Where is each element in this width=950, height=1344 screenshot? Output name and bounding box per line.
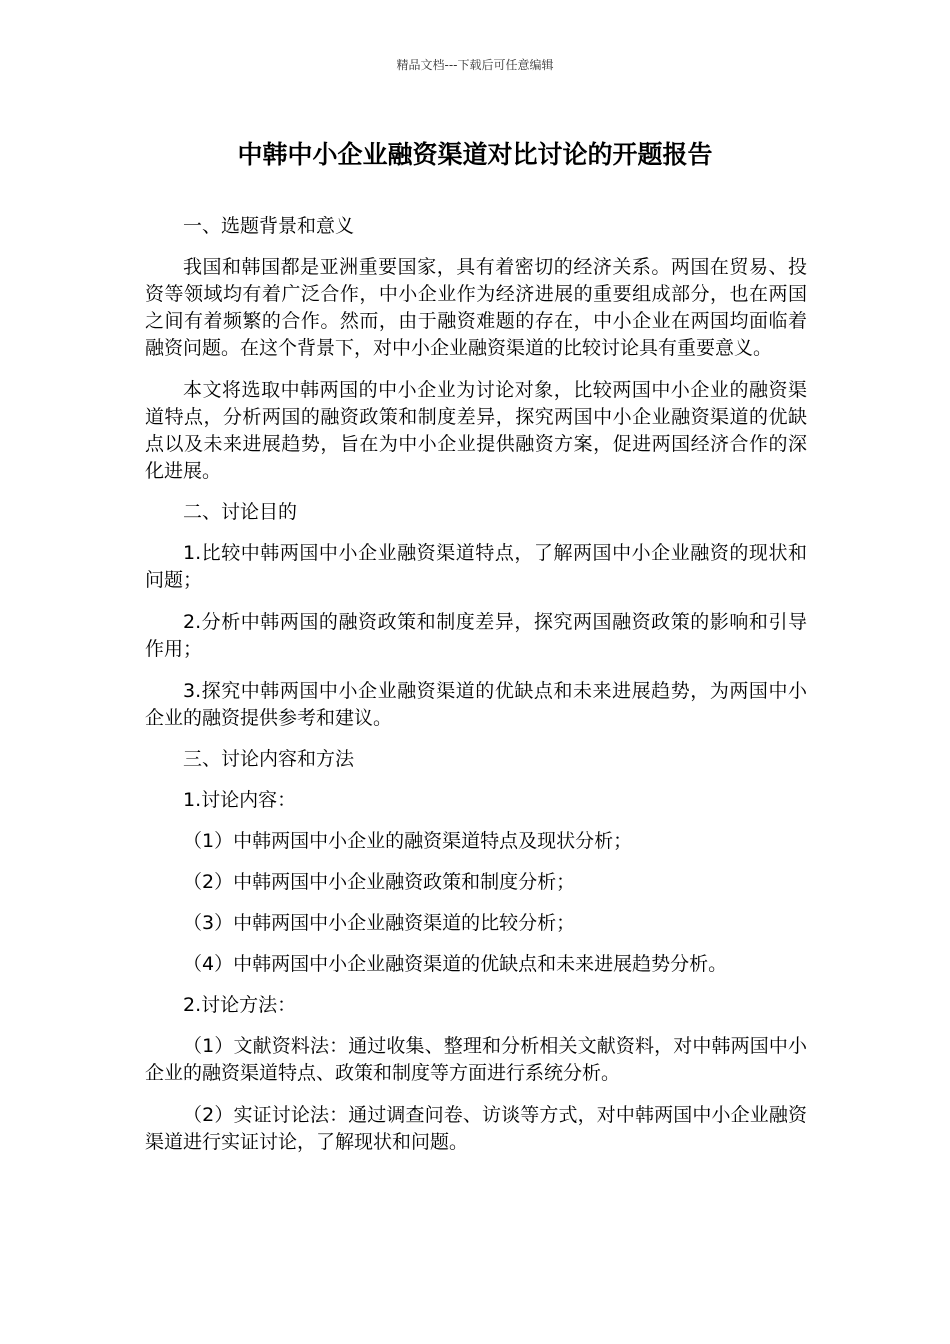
paragraph-scope: 本文将选取中韩两国的中小企业为讨论对象，比较两国中小企业的融资渠道特点，分析两国的融资政策和制度差异，探究两国中小企业融资渠道的优缺点以及未来进展趋势，旨在为中小企业提供融资方案，促进两国经济合作的深化进展。 bbox=[145, 379, 807, 482]
subheading-content: 1.讨论内容： bbox=[183, 789, 297, 811]
purpose-item-3: 3.探究中韩两国中小企业融资渠道的优缺点和未来进展趋势，为两国中小企业的融资提供参考和建议。 bbox=[145, 680, 807, 729]
content-item-2: （2）中韩两国中小企业融资政策和制度分析； bbox=[183, 871, 576, 893]
document-title: 中韩中小企业融资渠道对比讨论的开题报告 bbox=[237, 140, 713, 169]
page-header: 精品文档---下载后可任意编辑 bbox=[396, 58, 554, 72]
content-item-3: （3）中韩两国中小企业融资渠道的比较分析； bbox=[183, 912, 576, 934]
content-item-1: （1）中韩两国中小企业的融资渠道特点及现状分析； bbox=[183, 830, 633, 852]
method-item-1: （1）文献资料法：通过收集、整理和分析相关文献资料，对中韩两国中小企业的融资渠道特点、政策和制度等方面进行系统分析。 bbox=[145, 1035, 807, 1084]
section-heading-content-method: 三、讨论内容和方法 bbox=[183, 748, 355, 770]
subheading-method: 2.讨论方法： bbox=[183, 994, 297, 1016]
paragraph-background: 我国和韩国都是亚洲重要国家，具有着密切的经济关系。两国在贸易、投资等领域均有着广泛合作，中小企业作为经济进展的重要组成部分，也在两国之间有着频繁的合作。然而，由于融资难题的存在，中小企业在两国均面临着融资问题。在这个背景下，对中小企业融资渠道的比较讨论具有重要意义。 bbox=[145, 256, 807, 359]
purpose-item-2: 2.分析中韩两国的融资政策和制度差异，探究两国融资政策的影响和引导作用； bbox=[145, 611, 807, 660]
section-heading-background: 一、选题背景和意义 bbox=[183, 215, 355, 237]
purpose-item-1: 1.比较中韩两国中小企业融资渠道特点，了解两国中小企业融资的现状和问题； bbox=[145, 542, 807, 591]
content-item-4: （4）中韩两国中小企业融资渠道的优缺点和未来进展趋势分析。 bbox=[183, 953, 728, 975]
method-item-2: （2）实证讨论法：通过调查问卷、访谈等方式，对中韩两国中小企业融资渠道进行实证讨论，了解现状和问题。 bbox=[145, 1104, 807, 1153]
document-body bbox=[145, 213, 807, 1170]
section-heading-purpose: 二、讨论目的 bbox=[183, 501, 298, 523]
